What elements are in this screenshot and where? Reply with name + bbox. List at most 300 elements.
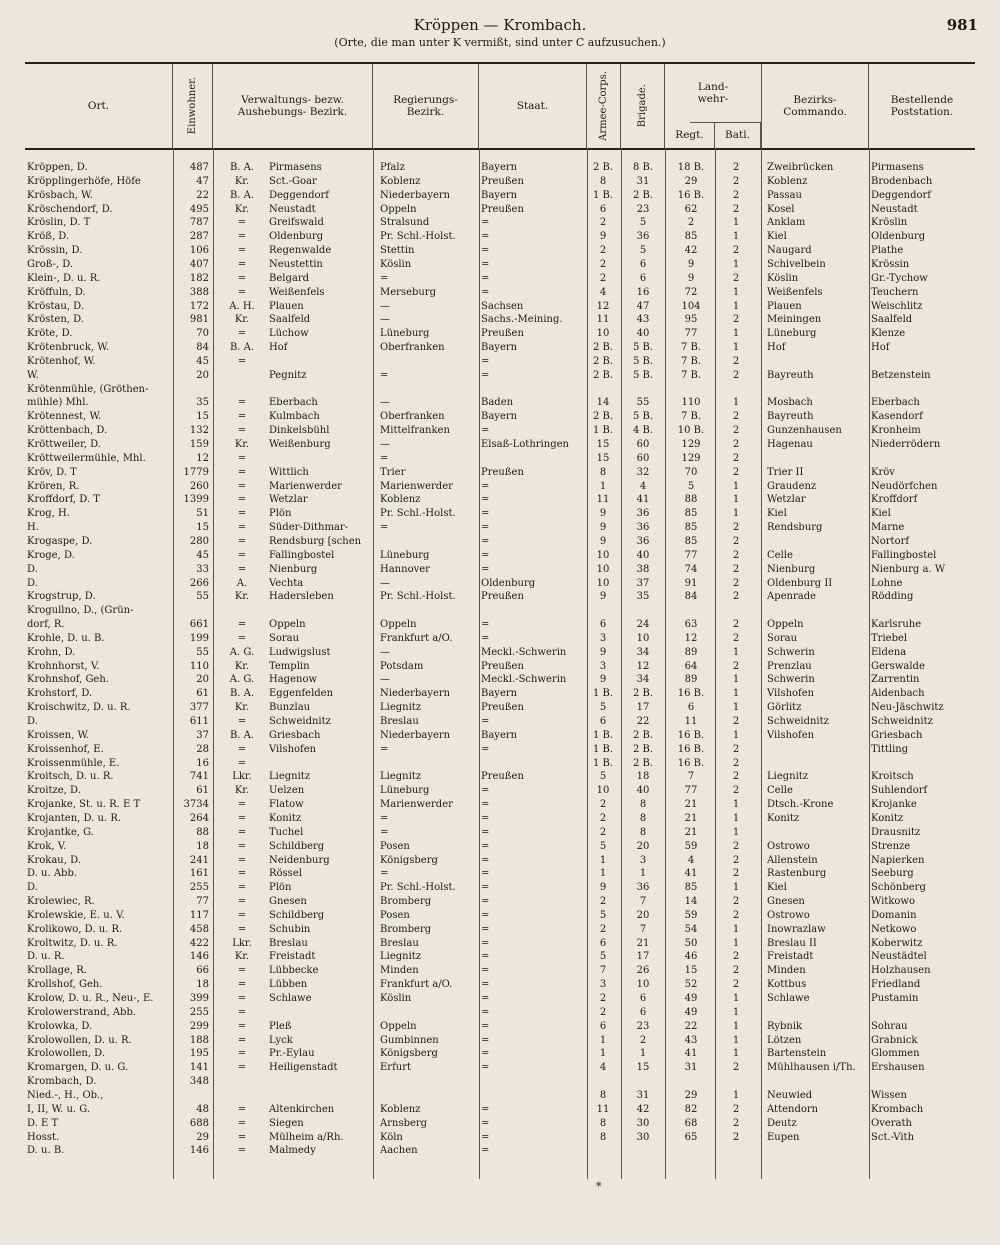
cell-einw: 348 <box>189 1076 209 1088</box>
cell-ak: 1 B. <box>592 743 614 755</box>
cell-regt: 41 <box>684 1048 698 1060</box>
cell-regt: 85 <box>684 508 698 520</box>
cell-komm: Passau <box>767 189 802 201</box>
cell-verw: = <box>237 411 247 423</box>
cell-brig: 36 <box>636 882 650 894</box>
cell-regt: 18 B. <box>677 162 705 173</box>
cell-batl: 2 <box>732 632 740 644</box>
table-row <box>25 659 975 674</box>
cell-komm: Freistadt <box>767 951 814 963</box>
header-ort: Ort. <box>25 64 173 148</box>
cell-post: Neustädtel <box>871 951 927 963</box>
cell-batl: 2 <box>732 425 740 437</box>
cell-regt: 110 <box>681 397 701 409</box>
cell-staat: Bayern <box>481 411 518 423</box>
cell-post: Strenze <box>871 840 911 852</box>
cell-post: Domanin <box>871 909 917 921</box>
cell-ort: Krogullno, D., (Grün- <box>27 605 134 617</box>
cell-post: Konitz <box>871 812 904 824</box>
cell-ort: Krok, V. <box>27 840 67 852</box>
cell-staat: = <box>481 1006 490 1018</box>
cell-staat: = <box>481 619 490 631</box>
cell-brig: 4 <box>639 480 647 492</box>
cell-regt: 7 B. <box>680 411 702 423</box>
table-row <box>25 368 975 383</box>
cell-batl: 2 <box>732 452 740 464</box>
cell-ak: 9 <box>599 522 607 534</box>
cell-einw: 117 <box>189 909 209 921</box>
cell-ort: Krojanten, D. u. R. <box>27 812 122 824</box>
cell-staat: Preußen <box>481 702 524 714</box>
cell-batl: 2 <box>732 785 740 797</box>
cell-reg: Bromberg <box>380 923 432 935</box>
cell-regt: 49 <box>684 993 698 1004</box>
cell-verw: Kr. <box>234 660 250 672</box>
cell-post: Seeburg <box>871 868 914 880</box>
cell-reg: Koblenz <box>380 175 421 187</box>
cell-komm: Kiel <box>767 508 787 520</box>
cell-regt: 9 <box>687 272 695 284</box>
cell-ak: 11 <box>596 494 610 506</box>
cell-staat: = <box>481 923 490 935</box>
cell-komm: Rastenburg <box>767 868 827 880</box>
cell-post: Kronheim <box>871 425 921 437</box>
cell-post: Rödding <box>871 591 914 603</box>
cell-batl: 2 <box>732 965 740 977</box>
cell-verw: = <box>237 452 247 464</box>
cell-bez: Rendsburg [schen <box>269 535 362 547</box>
cell-post: Plathe <box>871 245 904 257</box>
cell-brig: 40 <box>636 328 650 340</box>
table-row <box>25 963 975 978</box>
cell-einw: 51 <box>196 508 209 520</box>
cell-verw: = <box>237 716 247 727</box>
cell-verw: = <box>237 535 247 547</box>
cell-verw: = <box>237 1103 247 1115</box>
cell-staat: Bayern <box>481 342 518 354</box>
cell-staat: Sachs.-Meining. <box>481 314 563 326</box>
cell-ak: 1 <box>599 868 607 880</box>
table-row <box>25 936 975 951</box>
cell-komm: Weißenfels <box>767 286 823 298</box>
cell-ort: D. <box>27 563 38 575</box>
cell-einw: 66 <box>196 965 209 977</box>
cell-ak: 4 <box>599 1062 607 1074</box>
cell-ort: Krösbach, W. <box>27 189 93 201</box>
cell-ort: Krolowerstrand, Abb. <box>27 1006 137 1018</box>
cell-brig: 5 B. <box>632 411 654 423</box>
cell-komm: Rendsburg <box>767 522 823 534</box>
cell-ort: Kroffdorf, D. T <box>27 494 100 506</box>
cell-reg: Aachen <box>380 1145 418 1157</box>
table-row <box>25 728 975 743</box>
cell-einw: 33 <box>196 563 209 575</box>
cell-regt: 89 <box>684 646 698 658</box>
cell-reg: = <box>380 743 389 755</box>
cell-post: Krojanke <box>871 799 917 811</box>
cell-ort: Kroissenmühle, E. <box>27 757 120 769</box>
cell-komm: Hagenau <box>767 439 813 450</box>
cell-post: Gr.-Tychow <box>871 272 928 284</box>
cell-einw: 20 <box>196 674 209 686</box>
cell-ort: mühle) Mhl. <box>27 397 89 409</box>
cell-regt: 14 <box>684 896 698 908</box>
cell-regt: 85 <box>684 535 698 547</box>
cell-verw: = <box>237 826 247 838</box>
cell-brig: 5 <box>639 217 647 229</box>
cell-reg: Niederbayern <box>380 688 451 700</box>
cell-regt: 10 B. <box>677 425 705 437</box>
cell-einw: 264 <box>189 812 209 824</box>
table-row <box>25 1143 975 1158</box>
page-subtitle: (Orte, die man unter K vermißt, sind unter C aufzusuchen.) <box>334 36 666 49</box>
cell-reg: = <box>380 812 389 824</box>
cell-ak: 14 <box>596 397 610 409</box>
cell-post: Nortorf <box>871 535 910 547</box>
cell-post: Krössin <box>871 258 910 270</box>
cell-komm: Schweidnitz <box>767 716 829 727</box>
cell-regt: 49 <box>684 1006 698 1018</box>
table-row <box>25 949 975 964</box>
cell-brig: 22 <box>636 716 650 727</box>
cell-reg: Trier <box>380 466 406 478</box>
cell-batl: 2 <box>732 854 740 866</box>
cell-reg: — <box>380 439 390 450</box>
cell-bez: Vilshofen <box>269 743 317 755</box>
cell-verw: Kr. <box>234 314 250 326</box>
cell-staat: = <box>481 868 490 880</box>
cell-reg: — <box>380 577 390 589</box>
cell-regt: 74 <box>684 563 698 575</box>
cell-verw: = <box>237 1145 247 1157</box>
cell-regt: 29 <box>684 175 698 187</box>
cell-ort: Krolikowo, D. u. R. <box>27 923 123 935</box>
cell-regt: 84 <box>684 591 698 603</box>
cell-regt: 85 <box>684 882 698 894</box>
cell-verw: B. A. <box>229 162 255 173</box>
table-row <box>25 423 975 438</box>
cell-batl: 2 <box>732 1062 740 1074</box>
cell-post: Tittling <box>871 743 909 755</box>
cell-ak: 3 <box>599 979 607 991</box>
cell-staat: = <box>481 217 490 229</box>
cell-bez: Konitz <box>269 812 302 824</box>
cell-verw: Lkr. <box>232 771 252 783</box>
cell-komm: Kiel <box>767 882 787 894</box>
cell-batl: 2 <box>732 203 740 215</box>
cell-bez: Vechta <box>269 577 304 589</box>
cell-regt: 16 B. <box>677 688 705 700</box>
cell-staat: = <box>481 993 490 1004</box>
cell-einw: 981 <box>189 314 209 326</box>
cell-ak: 1 <box>599 1048 607 1060</box>
cell-komm: Naugard <box>767 245 812 257</box>
cell-brig: 20 <box>636 840 650 852</box>
table-row <box>25 700 975 715</box>
cell-batl: 2 <box>732 577 740 589</box>
cell-komm: Kottbus <box>767 979 807 991</box>
cell-batl: 2 <box>732 909 740 921</box>
cell-brig: 31 <box>636 1089 650 1101</box>
cell-komm: Prenzlau <box>767 660 812 672</box>
cell-bez: Weißenburg <box>269 439 331 450</box>
cell-ak: 2 <box>599 272 607 284</box>
cell-regt: 91 <box>684 577 698 589</box>
cell-ort: Krojantke, G. <box>27 826 94 838</box>
cell-ort: Kröttweilermühle, Mhl. <box>27 452 146 464</box>
cell-staat: Bayern <box>481 688 518 700</box>
cell-ort: D. <box>27 882 38 894</box>
cell-reg: — <box>380 397 390 409</box>
cell-komm: Konitz <box>767 812 800 824</box>
cell-verw: = <box>237 1034 247 1046</box>
cell-ak: 8 <box>599 175 607 187</box>
cell-regt: 63 <box>684 619 698 631</box>
table-row <box>25 769 975 784</box>
cell-komm: Görlitz <box>767 702 802 714</box>
table-row <box>25 243 975 258</box>
cell-ort: Kroge, D. <box>27 549 75 561</box>
cell-brig: 2 B. <box>632 729 654 741</box>
cell-regt: 21 <box>684 812 698 824</box>
cell-einw: 407 <box>189 258 209 270</box>
cell-einw: 487 <box>189 162 209 173</box>
table-row <box>25 520 975 535</box>
table-row <box>25 1060 975 1075</box>
cell-batl: 1 <box>732 674 740 686</box>
cell-einw: 110 <box>189 660 209 672</box>
table-row <box>25 617 975 632</box>
cell-bez: Weißenfels <box>269 286 325 298</box>
table-row <box>25 686 975 701</box>
table-row <box>25 756 975 771</box>
cell-brig: 6 <box>639 258 647 270</box>
cell-post: Drausnitz <box>871 826 921 838</box>
cell-post: Suhlendorf <box>871 785 928 797</box>
cell-regt: 43 <box>684 1034 698 1046</box>
cell-brig: 5 <box>639 245 647 257</box>
cell-reg: Koblenz <box>380 494 421 506</box>
page-title: Kröppen — Krombach. <box>413 16 587 34</box>
cell-komm: Lüneburg <box>767 328 817 340</box>
table-row <box>25 299 975 314</box>
cell-bez: Schubin <box>269 923 311 935</box>
cell-post: Neudörfchen <box>871 480 938 492</box>
cell-post: Nienburg a. W <box>871 563 946 575</box>
cell-brig: 23 <box>636 1020 650 1032</box>
cell-post: Kasendorf <box>871 411 923 423</box>
cell-komm: Kosel <box>767 203 795 215</box>
cell-komm: Schlawe <box>767 993 810 1004</box>
cell-batl: 2 <box>732 868 740 880</box>
cell-ak: 5 <box>599 771 607 783</box>
cell-bez: Altenkirchen <box>269 1103 335 1115</box>
cell-staat: = <box>481 840 490 852</box>
cell-komm: Vilshofen <box>767 688 815 700</box>
cell-ak: 2 B. <box>592 411 614 423</box>
cell-staat: = <box>481 245 490 257</box>
cell-reg: Pr. Schl.-Holst. <box>380 591 456 603</box>
header-verwaltung: Verwaltungs- bezw. Aushebungs- Bezirk. <box>213 64 373 148</box>
cell-reg: Lüneburg <box>380 549 430 561</box>
cell-einw: 188 <box>189 1034 209 1046</box>
cell-ak: 15 <box>596 452 610 464</box>
cell-einw: 661 <box>189 619 209 631</box>
cell-komm: Mosbach <box>767 397 813 409</box>
cell-post: Gerswalde <box>871 660 925 672</box>
cell-komm: Schwerin <box>767 646 815 658</box>
cell-ak: 7 <box>599 965 607 977</box>
cell-ort: Krohnshof, Geh. <box>27 674 109 686</box>
cell-verw: = <box>237 425 247 437</box>
cell-staat: Preußen <box>481 660 524 672</box>
cell-ak: 9 <box>599 508 607 520</box>
table-row <box>25 783 975 798</box>
cell-post: Hof <box>871 342 890 354</box>
cell-staat: = <box>481 937 490 949</box>
cell-ort: Kröstau, D. <box>27 300 85 312</box>
cell-reg: Erfurt <box>380 1062 412 1074</box>
cell-bez: Plön <box>269 882 292 894</box>
header-einwohner-label: Einwohner. <box>186 77 198 135</box>
cell-batl: 1 <box>732 1020 740 1032</box>
cell-batl: 1 <box>732 300 740 312</box>
cell-ak: 10 <box>596 328 610 340</box>
cell-ort: Kröffuln, D. <box>27 286 86 298</box>
table-row <box>25 603 975 618</box>
cell-regt: 21 <box>684 826 698 838</box>
cell-regt: 16 B. <box>677 189 705 201</box>
cell-brig: 10 <box>636 979 650 991</box>
cell-batl: 2 <box>732 951 740 963</box>
cell-batl: 2 <box>732 563 740 575</box>
cell-bez: Griesbach <box>269 729 321 741</box>
cell-batl: 1 <box>732 799 740 811</box>
cell-reg: Königsberg <box>380 854 438 866</box>
cell-staat: Bayern <box>481 729 518 741</box>
cell-verw: = <box>237 328 247 340</box>
cell-reg: Koblenz <box>380 1103 421 1115</box>
cell-komm: Meiningen <box>767 314 822 326</box>
cell-verw: = <box>237 812 247 824</box>
cell-batl: 1 <box>732 397 740 409</box>
cell-batl: 2 <box>732 466 740 478</box>
cell-regt: 9 <box>687 258 695 270</box>
cell-einw: 1779 <box>183 466 209 478</box>
cell-verw: = <box>237 522 247 534</box>
cell-brig: 1 <box>639 1048 647 1060</box>
cell-einw: 255 <box>189 1006 209 1018</box>
cell-reg: = <box>380 272 389 284</box>
cell-bez: Lübben <box>269 979 308 991</box>
cell-reg: Pr. Schl.-Holst. <box>380 231 456 243</box>
cell-verw: = <box>237 563 247 575</box>
cell-staat: Preußen <box>481 591 524 603</box>
cell-komm: Dtsch.-Krone <box>767 799 834 811</box>
cell-batl: 1 <box>732 937 740 949</box>
cell-bez: Pegnitz <box>269 369 307 381</box>
cell-ak: 2 <box>599 923 607 935</box>
cell-staat: Bayern <box>481 189 518 201</box>
cell-batl: 2 <box>732 369 740 381</box>
cell-ak: 6 <box>599 619 607 631</box>
cell-regt: 16 B. <box>677 757 705 769</box>
cell-staat: = <box>481 882 490 894</box>
cell-staat: = <box>481 480 490 492</box>
cell-brig: 6 <box>639 1006 647 1018</box>
cell-regt: 89 <box>684 674 698 686</box>
cell-brig: 18 <box>636 771 650 783</box>
cell-ort: Krolowka, D. <box>27 1020 93 1032</box>
cell-bez: Belgard <box>269 272 310 284</box>
cell-batl: 2 <box>732 355 740 367</box>
cell-batl: 1 <box>732 217 740 229</box>
cell-ak: 1 B. <box>592 757 614 769</box>
cell-verw: Lkr. <box>232 937 252 949</box>
table-row <box>25 645 975 660</box>
cell-regt: 42 <box>684 245 698 257</box>
cell-bez: Sorau <box>269 632 300 644</box>
cell-post: Triebel <box>871 632 908 644</box>
cell-komm: Vilshofen <box>767 729 815 741</box>
cell-komm: Celle <box>767 549 793 561</box>
cell-einw: 495 <box>189 203 209 215</box>
cell-bez: Gnesen <box>269 896 307 908</box>
cell-reg: Lüneburg <box>380 785 430 797</box>
cell-ak: 2 <box>599 1006 607 1018</box>
cell-brig: 34 <box>636 674 650 686</box>
table-row <box>25 631 975 646</box>
cell-ort: Krötenmühle, (Gröthen- <box>27 383 149 395</box>
cell-regt: 85 <box>684 522 698 534</box>
cell-brig: 21 <box>636 937 650 949</box>
cell-komm: Wetzlar <box>767 494 806 506</box>
cell-reg: Minden <box>380 965 419 977</box>
cell-reg: Köln <box>380 1131 403 1143</box>
cell-batl: 1 <box>732 1006 740 1018</box>
cell-verw: = <box>237 1117 247 1129</box>
cell-batl: 1 <box>732 702 740 714</box>
cell-einw: 260 <box>189 480 209 492</box>
table-row <box>25 922 975 937</box>
cell-bez: Heiligenstadt <box>269 1062 338 1074</box>
cell-reg: = <box>380 452 389 464</box>
cell-reg: Oppeln <box>380 1020 417 1032</box>
cell-einw: 399 <box>189 993 209 1004</box>
cell-einw: 299 <box>189 1020 209 1032</box>
cell-staat: Meckl.-Schwerin <box>481 674 567 686</box>
cell-batl: 1 <box>732 231 740 243</box>
cell-einw: 146 <box>189 1145 209 1157</box>
cell-verw: = <box>237 619 247 631</box>
cell-bez: Oldenburg <box>269 231 324 243</box>
cell-verw: Kr. <box>234 175 250 187</box>
cell-brig: 2 B. <box>632 189 654 201</box>
cell-post: Krombach <box>871 1103 924 1115</box>
cell-brig: 30 <box>636 1131 650 1143</box>
cell-ort: Groß-, D. <box>27 258 74 270</box>
cell-komm: Gunzenhausen <box>767 425 842 437</box>
cell-ak: 6 <box>599 937 607 949</box>
cell-ort: Kröttenbach, D. <box>27 425 108 437</box>
cell-staat: = <box>481 1048 490 1060</box>
cell-komm: Schivelbein <box>767 258 826 270</box>
cell-ak: 1 <box>599 854 607 866</box>
cell-ort: Kroissenhof, E. <box>27 743 104 755</box>
cell-ort: Krolowollen, D. u. R. <box>27 1034 132 1046</box>
cell-ak: 11 <box>596 1103 610 1115</box>
cell-batl: 1 <box>732 826 740 838</box>
